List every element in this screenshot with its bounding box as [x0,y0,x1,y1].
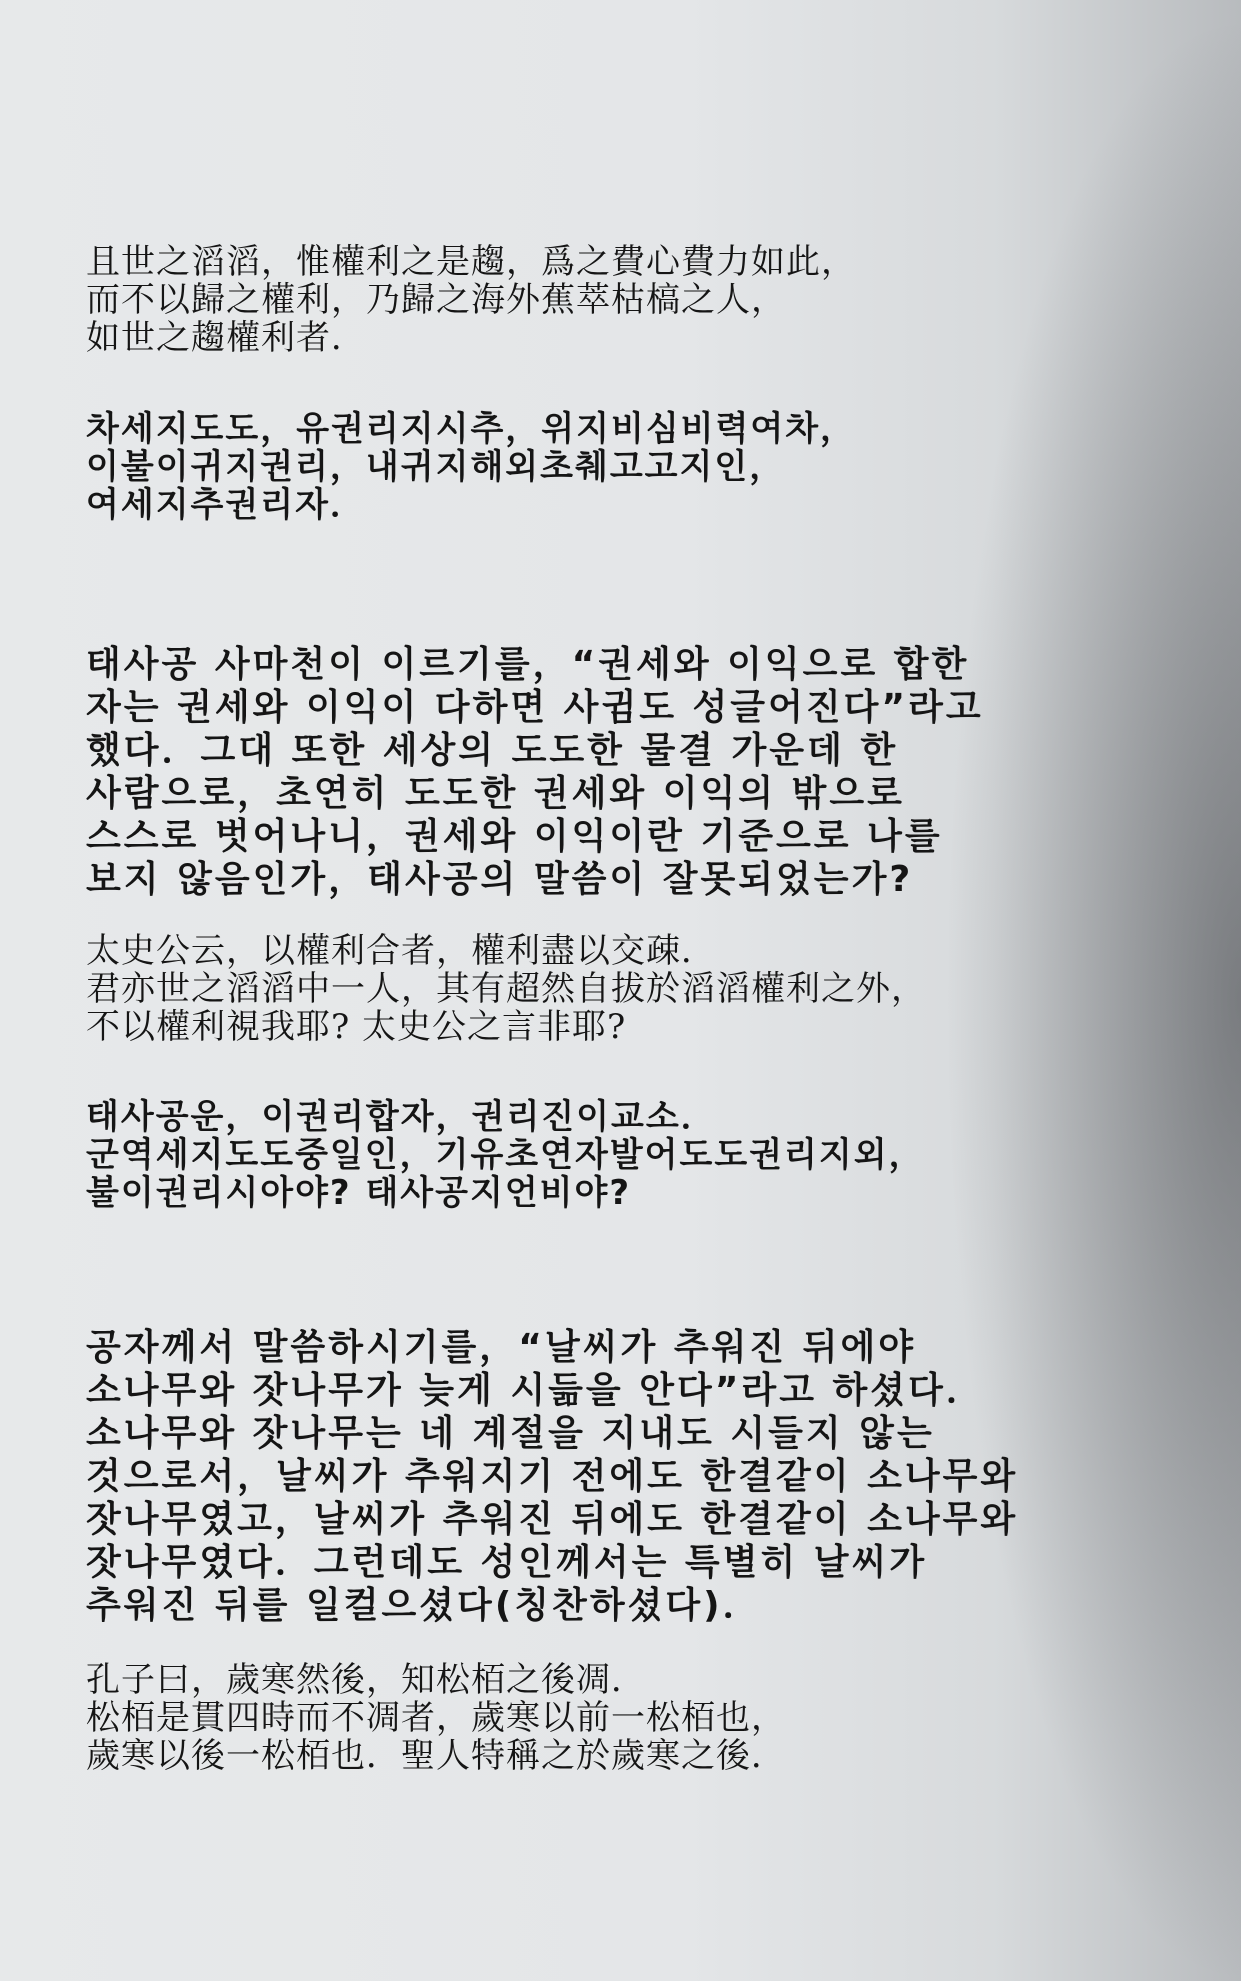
text-line: 歲寒以後一松栢也．聖人特稱之於歲寒之後． [86,1736,786,1776]
text-line: 잣나무였고，날씨가 추워진 뒤에도 한결같이 소나무와 [86,1499,1019,1540]
text-line: 태사공 사마천이 이르기를，“권세와 이익으로 합한 [86,644,970,685]
text-line: 여세지추권리자． [86,485,366,525]
text-line: 松栢是貫四時而不凋者，歲寒以前一松栢也， [86,1698,786,1738]
section1-hanja [86,243,856,357]
text-line: 君亦世之滔滔中一人，其有超然自拔於滔滔權利之外， [86,969,926,1009]
text-line: 자는 권세와 이익이 다하면 사귐도 성글어진다”라고 [86,687,984,728]
section3-translation [86,1326,1018,1627]
text-line: 소나무와 잣나무는 네 계절을 지내도 시들지 않는 [86,1413,935,1454]
text-line: 而不以歸之權利，乃歸之海外蕉萃枯槁之人， [86,280,786,320]
text-line: 했다．그대 또한 세상의 도도한 물결 가운데 한 [86,730,899,771]
section2-translation [86,643,984,901]
text-line: 不以權利視我耶? 太史公之言非耶? [86,1007,627,1047]
section2-hanja [86,932,926,1046]
text-line: 如世之趨權利者． [86,318,366,358]
text-line: 차세지도도，유권리지시추，위지비심비력여차， [86,409,857,449]
text-line: 이불이귀지권리，내귀지해외초췌고고지인， [86,447,786,487]
text-line: 것으로서，날씨가 추워지기 전에도 한결같이 소나무와 [86,1456,1019,1497]
text-line: 且世之滔滔，惟權利之是趨，爲之費心費力如此， [86,242,856,282]
text-line: 군역세지도도중일인，기유초연자발어도도권리지외， [86,1135,925,1175]
text-line: 太史公云，以權利合者，權利盡以交疎． [86,931,716,971]
text-line: 추워진 뒤를 일컬으셨다(칭찬하셨다)． [86,1585,762,1626]
text-line: 불이권리시아야? 태사공지언비야? [86,1173,632,1213]
text-line: 태사공운，이권리합자，권리진이교소． [86,1097,717,1137]
text-line: 스스로 벗어나니，권세와 이익이란 기준으로 나를 [86,816,943,857]
section3-hanja [86,1661,786,1775]
text-line: 소나무와 잣나무가 늦게 시듦을 안다”라고 하셨다． [86,1370,985,1411]
text-line: 공자께서 말씀하시기를，“날씨가 추워진 뒤에야 [86,1327,917,1368]
text-line: 사람으로，초연히 도도한 권세와 이익의 밖으로 [86,773,905,814]
text-line: 孔子曰，歲寒然後，知松栢之後凋． [86,1660,646,1700]
section1-reading [86,410,856,524]
text-line: 보지 않음인가，태사공의 말씀이 잘못되었는가? [86,859,914,900]
text-line: 잣나무였다．그런데도 성인께서는 특별히 날씨가 [86,1542,928,1583]
section2-reading [86,1098,925,1212]
